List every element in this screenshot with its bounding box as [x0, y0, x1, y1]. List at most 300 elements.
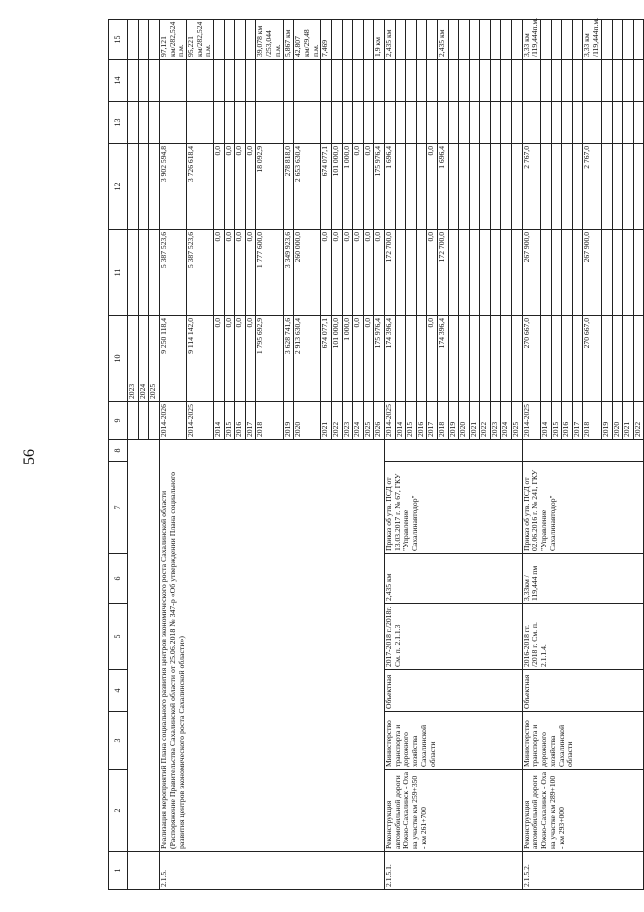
col14-cell	[149, 20, 160, 60]
regional-cell: 674 077,1	[321, 144, 332, 230]
item-code: 2.1.5.2.	[522, 852, 644, 890]
col13-cell	[256, 102, 283, 144]
col13-cell	[214, 102, 225, 144]
col13-cell	[612, 102, 623, 144]
indicator-cell	[427, 20, 438, 60]
regional-cell	[612, 144, 623, 230]
federal-cell: 0,0	[214, 230, 225, 316]
regional-cell	[562, 144, 573, 230]
item-period: 2016-2018 гг. /2018 г. См. п. 2.1.1.4.	[522, 604, 644, 670]
federal-cell: 1 777 600,0	[256, 230, 283, 316]
year-cell: 2014	[541, 402, 552, 440]
indicator-cell	[416, 20, 427, 60]
col14-cell	[406, 60, 417, 102]
federal-cell: 0,0	[235, 230, 246, 316]
col14-cell	[541, 60, 552, 102]
item-executor: Министерство транспорта и дорожного хозяйства Сахалинской области	[384, 712, 522, 770]
col13-cell	[623, 102, 634, 144]
col14-cell	[601, 60, 612, 102]
header-cell: 4	[109, 670, 128, 712]
federal-cell	[406, 230, 417, 316]
col13-cell	[321, 102, 332, 144]
year-cell: 2019	[283, 402, 294, 440]
col13-cell	[427, 102, 438, 144]
indicator-cell: 3,33 км /119,444п.м.	[583, 20, 601, 60]
total-cell	[633, 316, 644, 402]
col13-cell	[353, 102, 364, 144]
total-cell	[612, 316, 623, 402]
total-cell	[138, 230, 149, 316]
col14-cell	[353, 60, 364, 102]
regional-cell	[551, 144, 562, 230]
regional-cell: 0,0	[235, 144, 246, 230]
col13-cell	[245, 102, 256, 144]
indicator-cell: 5,867 км	[283, 20, 294, 60]
cont-col2-8	[128, 440, 160, 852]
col13-cell	[562, 102, 573, 144]
total-cell	[480, 316, 491, 402]
item-row	[384, 20, 395, 890]
col13-cell	[416, 102, 427, 144]
col14-cell	[395, 60, 406, 102]
regional-cell	[512, 144, 523, 230]
indicator-cell	[448, 20, 459, 60]
col14-cell	[562, 60, 573, 102]
col14-cell	[437, 60, 448, 102]
federal-cell	[612, 230, 623, 316]
indicator-cell: 95,221 км/282,524 п.м.	[186, 20, 213, 60]
col13-cell	[572, 102, 583, 144]
regional-cell: 278 818,0	[283, 144, 294, 230]
header-cell: 5	[109, 604, 128, 670]
header-cell: 10	[109, 316, 128, 402]
regional-cell	[623, 144, 634, 230]
header-cell: 11	[109, 230, 128, 316]
col14-cell	[331, 60, 342, 102]
col14-cell	[128, 20, 139, 60]
federal-cell	[149, 144, 160, 230]
year-cell: 2024	[138, 316, 149, 402]
col14-cell	[480, 60, 491, 102]
indicator-cell	[406, 20, 417, 60]
header-cell: 9	[109, 402, 128, 440]
total-cell: 2 913 630,4	[294, 316, 321, 402]
item-capacity: 3,33км / 119,444 пм	[522, 554, 644, 604]
indicator-cell	[623, 20, 634, 60]
regional-cell: 3 726 618,4	[186, 144, 213, 230]
federal-cell: 5 387 523,6	[159, 230, 186, 316]
regional-cell	[406, 144, 417, 230]
indicator-cell	[562, 20, 573, 60]
header-cell: 7	[109, 462, 128, 554]
col14-cell	[384, 60, 395, 102]
year-cell: 2017	[245, 402, 256, 440]
cont-col8	[149, 402, 160, 440]
total-cell	[416, 316, 427, 402]
year-cell: 2022	[480, 402, 491, 440]
total-cell: 0,0	[427, 316, 438, 402]
federal-cell	[395, 230, 406, 316]
indicator-cell	[572, 20, 583, 60]
total-cell	[541, 316, 552, 402]
regional-cell: 1 696,4	[437, 144, 448, 230]
year-cell: 2018	[256, 402, 283, 440]
total-cell: 174 396,4	[384, 316, 395, 402]
col14-cell	[374, 60, 385, 102]
section-code: 2.1.5.	[159, 852, 384, 890]
col13-cell	[541, 102, 552, 144]
federal-cell	[128, 144, 139, 230]
year-cell: 2014-2026	[159, 402, 186, 440]
year-cell: 2014-2025	[384, 402, 395, 440]
indicator-cell: 97,121 км/282,524 п.м.	[159, 20, 186, 60]
col13-cell	[601, 102, 612, 144]
indicator-cell	[501, 20, 512, 60]
header-row	[109, 20, 128, 890]
col13-cell	[149, 60, 160, 102]
total-cell	[149, 230, 160, 316]
cont-col8	[138, 402, 149, 440]
regional-cell: 0,0	[427, 144, 438, 230]
col13-cell	[437, 102, 448, 144]
year-cell: 2015	[224, 402, 235, 440]
year-cell: 2019	[601, 402, 612, 440]
total-cell: 101 000,0	[331, 316, 342, 402]
regional-cell	[459, 144, 470, 230]
total-cell	[406, 316, 417, 402]
federal-cell: 3 349 923,6	[283, 230, 294, 316]
regional-cell: 2 767,0	[583, 144, 601, 230]
regional-cell: 18 092,9	[256, 144, 283, 230]
indicator-cell	[480, 20, 491, 60]
item-basis: Приказ об утв. ПСД от 02.06.2016 г. № 241, ГКУ "Управление Сахалинавтодор"	[522, 462, 644, 554]
header-cell: 12	[109, 144, 128, 230]
col14-cell	[501, 60, 512, 102]
year-cell: 2023	[342, 402, 353, 440]
total-cell	[448, 316, 459, 402]
regional-cell	[541, 144, 552, 230]
year-cell: 2021	[469, 402, 480, 440]
col14-cell	[448, 60, 459, 102]
year-cell: 2021	[623, 402, 634, 440]
regional-cell	[469, 144, 480, 230]
col13-cell	[469, 102, 480, 144]
col13-cell	[283, 102, 294, 144]
regional-cell	[138, 102, 149, 144]
year-cell: 2025	[512, 402, 523, 440]
header-cell: 2	[109, 770, 128, 852]
cont-col8	[128, 402, 139, 440]
col14-cell	[283, 60, 294, 102]
total-cell	[601, 316, 612, 402]
item-type: Объектная	[384, 670, 522, 712]
regional-cell: 0,0	[363, 144, 374, 230]
indicator-cell	[224, 20, 235, 60]
col14-cell	[522, 60, 540, 102]
item-executor: Министерство транспорта и дорожного хозяйства Сахалинской области	[522, 712, 644, 770]
col13-cell	[342, 102, 353, 144]
year-cell: 2024	[353, 402, 364, 440]
regional-cell: 1 000,0	[342, 144, 353, 230]
year-cell: 2022	[633, 402, 644, 440]
col14-cell	[551, 60, 562, 102]
rotated-page	[108, 17, 642, 890]
indicator-cell	[469, 20, 480, 60]
year-cell: 2016	[235, 402, 246, 440]
total-cell	[459, 316, 470, 402]
total-cell	[501, 316, 512, 402]
year-cell: 2020	[612, 402, 623, 440]
indicator-cell	[512, 20, 523, 60]
regional-cell: 2 653 630,4	[294, 144, 321, 230]
col14-cell	[512, 60, 523, 102]
total-cell: 1 795 692,9	[256, 316, 283, 402]
federal-cell	[512, 230, 523, 316]
regional-cell	[601, 144, 612, 230]
federal-cell: 0,0	[374, 230, 385, 316]
col13-cell	[395, 102, 406, 144]
total-cell: 0,0	[235, 316, 246, 402]
indicator-cell: 1,9 км	[374, 20, 385, 60]
regional-cell: 0,0	[224, 144, 235, 230]
total-cell: 1 000,0	[342, 316, 353, 402]
indicator-cell	[601, 20, 612, 60]
indicator-cell: 2,435 км	[437, 20, 448, 60]
year-cell: 2019	[448, 402, 459, 440]
item-row	[522, 20, 540, 890]
col13-cell	[159, 102, 186, 144]
header-cell: 14	[109, 60, 128, 102]
header-cell: 3	[109, 712, 128, 770]
federal-cell: 0,0	[321, 230, 332, 316]
total-cell: 270 667,0	[583, 316, 601, 402]
year-cell: 2018	[583, 402, 601, 440]
regional-cell: 0,0	[214, 144, 225, 230]
indicator-cell	[541, 20, 552, 60]
item-capacity: 2,435 км	[384, 554, 522, 604]
regional-cell: 101 000,0	[331, 144, 342, 230]
total-cell	[128, 230, 139, 316]
col13-cell	[235, 102, 246, 144]
indicator-cell	[214, 20, 225, 60]
indicator-cell: 3,33 км /119,444п.м.	[522, 20, 540, 60]
col13-cell	[522, 102, 540, 144]
federal-cell: 0,0	[245, 230, 256, 316]
indicator-cell	[395, 20, 406, 60]
col13-cell	[331, 102, 342, 144]
year-cell: 2017	[427, 402, 438, 440]
regional-cell: 175 976,4	[374, 144, 385, 230]
col13-cell	[512, 102, 523, 144]
budget-table	[108, 19, 644, 890]
year-cell: 2022	[331, 402, 342, 440]
federal-cell: 172 700,0	[384, 230, 395, 316]
federal-cell	[480, 230, 491, 316]
col13-cell	[128, 60, 139, 102]
year-cell: 2015	[551, 402, 562, 440]
section-title-cell	[159, 440, 384, 852]
col13-cell	[633, 102, 644, 144]
regional-cell	[416, 144, 427, 230]
year-cell: 2016	[416, 402, 427, 440]
page-number: 56	[21, 449, 38, 465]
year-cell: 2026	[374, 402, 385, 440]
col14-cell	[469, 60, 480, 102]
indicator-cell	[490, 20, 501, 60]
federal-cell	[633, 230, 644, 316]
federal-cell: 0,0	[353, 230, 364, 316]
section-title: Реализация мероприятий Плана социального развития центров экономического роста Сахалинской области	[158, 490, 168, 849]
header-cell: 1	[109, 852, 128, 890]
federal-cell	[601, 230, 612, 316]
col14-cell	[159, 60, 186, 102]
regional-cell: 3 902 594,8	[159, 144, 186, 230]
indicator-cell	[342, 20, 353, 60]
header-cell: 6	[109, 554, 128, 604]
year-cell: 2020	[294, 402, 321, 440]
federal-cell: 5 387 523,6	[186, 230, 213, 316]
cont-col1	[128, 852, 160, 890]
year-cell: 2018	[437, 402, 448, 440]
year-cell: 2025	[363, 402, 374, 440]
col13-cell	[138, 60, 149, 102]
col14-cell	[416, 60, 427, 102]
regional-cell	[501, 144, 512, 230]
indicator-cell	[363, 20, 374, 60]
item-col8	[384, 440, 522, 462]
col14-cell	[633, 60, 644, 102]
section-row	[159, 20, 186, 890]
col14-cell	[245, 60, 256, 102]
col13-cell	[490, 102, 501, 144]
year-cell: 2014-2025	[186, 402, 213, 440]
total-cell	[551, 316, 562, 402]
section-note: (Распоряжение Правительства Сахалинской области от 25.06.2018 № 347-р «Об утверждении Плана социального развития центров экономического роста Сахалинской области»)	[167, 472, 186, 849]
regional-cell	[448, 144, 459, 230]
regional-cell: 1 696,4	[384, 144, 395, 230]
federal-cell: 0,0	[363, 230, 374, 316]
col13-cell	[448, 102, 459, 144]
total-cell: 270 667,0	[522, 316, 540, 402]
federal-cell	[562, 230, 573, 316]
year-cell: 2014-2025	[522, 402, 540, 440]
total-cell	[562, 316, 573, 402]
item-code: 2.1.5.1.	[384, 852, 522, 890]
col14-cell	[427, 60, 438, 102]
regional-cell	[480, 144, 491, 230]
total-cell: 0,0	[224, 316, 235, 402]
continuation-row	[128, 20, 139, 890]
col13-cell	[224, 102, 235, 144]
federal-cell	[448, 230, 459, 316]
regional-cell	[149, 102, 160, 144]
col13-cell	[501, 102, 512, 144]
regional-cell	[490, 144, 501, 230]
federal-cell: 260 000,0	[294, 230, 321, 316]
indicator-cell	[633, 20, 644, 60]
col14-cell	[256, 60, 283, 102]
col14-cell	[459, 60, 470, 102]
year-cell: 2024	[501, 402, 512, 440]
indicator-cell: 39,078 км /253,044 п.м.	[256, 20, 283, 60]
indicator-cell	[612, 20, 623, 60]
federal-cell: 0,0	[427, 230, 438, 316]
total-cell: 0,0	[214, 316, 225, 402]
year-cell: 2015	[406, 402, 417, 440]
regional-cell: 0,0	[245, 144, 256, 230]
regional-cell	[633, 144, 644, 230]
col14-cell	[294, 60, 321, 102]
col14-cell	[623, 60, 634, 102]
total-cell: 174 396,4	[437, 316, 448, 402]
col14-cell	[214, 60, 225, 102]
year-cell: 2017	[572, 402, 583, 440]
total-cell: 0,0	[363, 316, 374, 402]
item-period: 2017-2018 г./2018г. См. п. 2.1.1.3	[384, 604, 522, 670]
col14-cell	[490, 60, 501, 102]
indicator-cell	[235, 20, 246, 60]
header-cell: 13	[109, 102, 128, 144]
col14-cell	[583, 60, 601, 102]
total-cell	[469, 316, 480, 402]
federal-cell: 0,0	[342, 230, 353, 316]
item-basis: Приказ об утв. ПСД от 13.03.2017 г. № 67, ГКУ "Управление Сахалинавтодор"	[384, 462, 522, 554]
year-cell: 2020	[459, 402, 470, 440]
total-cell	[512, 316, 523, 402]
col14-cell	[224, 60, 235, 102]
indicator-cell	[551, 20, 562, 60]
regional-cell	[395, 144, 406, 230]
total-cell: 0,0	[353, 316, 364, 402]
total-cell	[490, 316, 501, 402]
year-cell: 2023	[490, 402, 501, 440]
federal-cell	[490, 230, 501, 316]
federal-cell	[469, 230, 480, 316]
indicator-cell: 2,435 км	[384, 20, 395, 60]
header-cell: 8	[109, 440, 128, 462]
col13-cell	[363, 102, 374, 144]
total-cell	[395, 316, 406, 402]
federal-cell: 267 900,0	[522, 230, 540, 316]
federal-cell: 0,0	[224, 230, 235, 316]
year-cell: 2025	[149, 316, 160, 402]
year-cell: 2023	[128, 316, 139, 402]
federal-cell	[459, 230, 470, 316]
federal-cell: 172 700,0	[437, 230, 448, 316]
col13-cell	[186, 102, 213, 144]
header-cell: 15	[109, 20, 128, 60]
col13-cell	[384, 102, 395, 144]
total-cell: 674 077,1	[321, 316, 332, 402]
col14-cell	[572, 60, 583, 102]
indicator-cell	[331, 20, 342, 60]
federal-cell	[138, 144, 149, 230]
federal-cell	[416, 230, 427, 316]
indicator-cell	[459, 20, 470, 60]
year-cell: 2014	[214, 402, 225, 440]
col13-cell	[374, 102, 385, 144]
col13-cell	[551, 102, 562, 144]
federal-cell	[541, 230, 552, 316]
total-cell: 9 250 118,4	[159, 316, 186, 402]
item-col8	[522, 440, 644, 462]
regional-cell	[572, 144, 583, 230]
col14-cell	[342, 60, 353, 102]
total-cell	[572, 316, 583, 402]
col14-cell	[363, 60, 374, 102]
col14-cell	[612, 60, 623, 102]
year-cell: 2014	[395, 402, 406, 440]
